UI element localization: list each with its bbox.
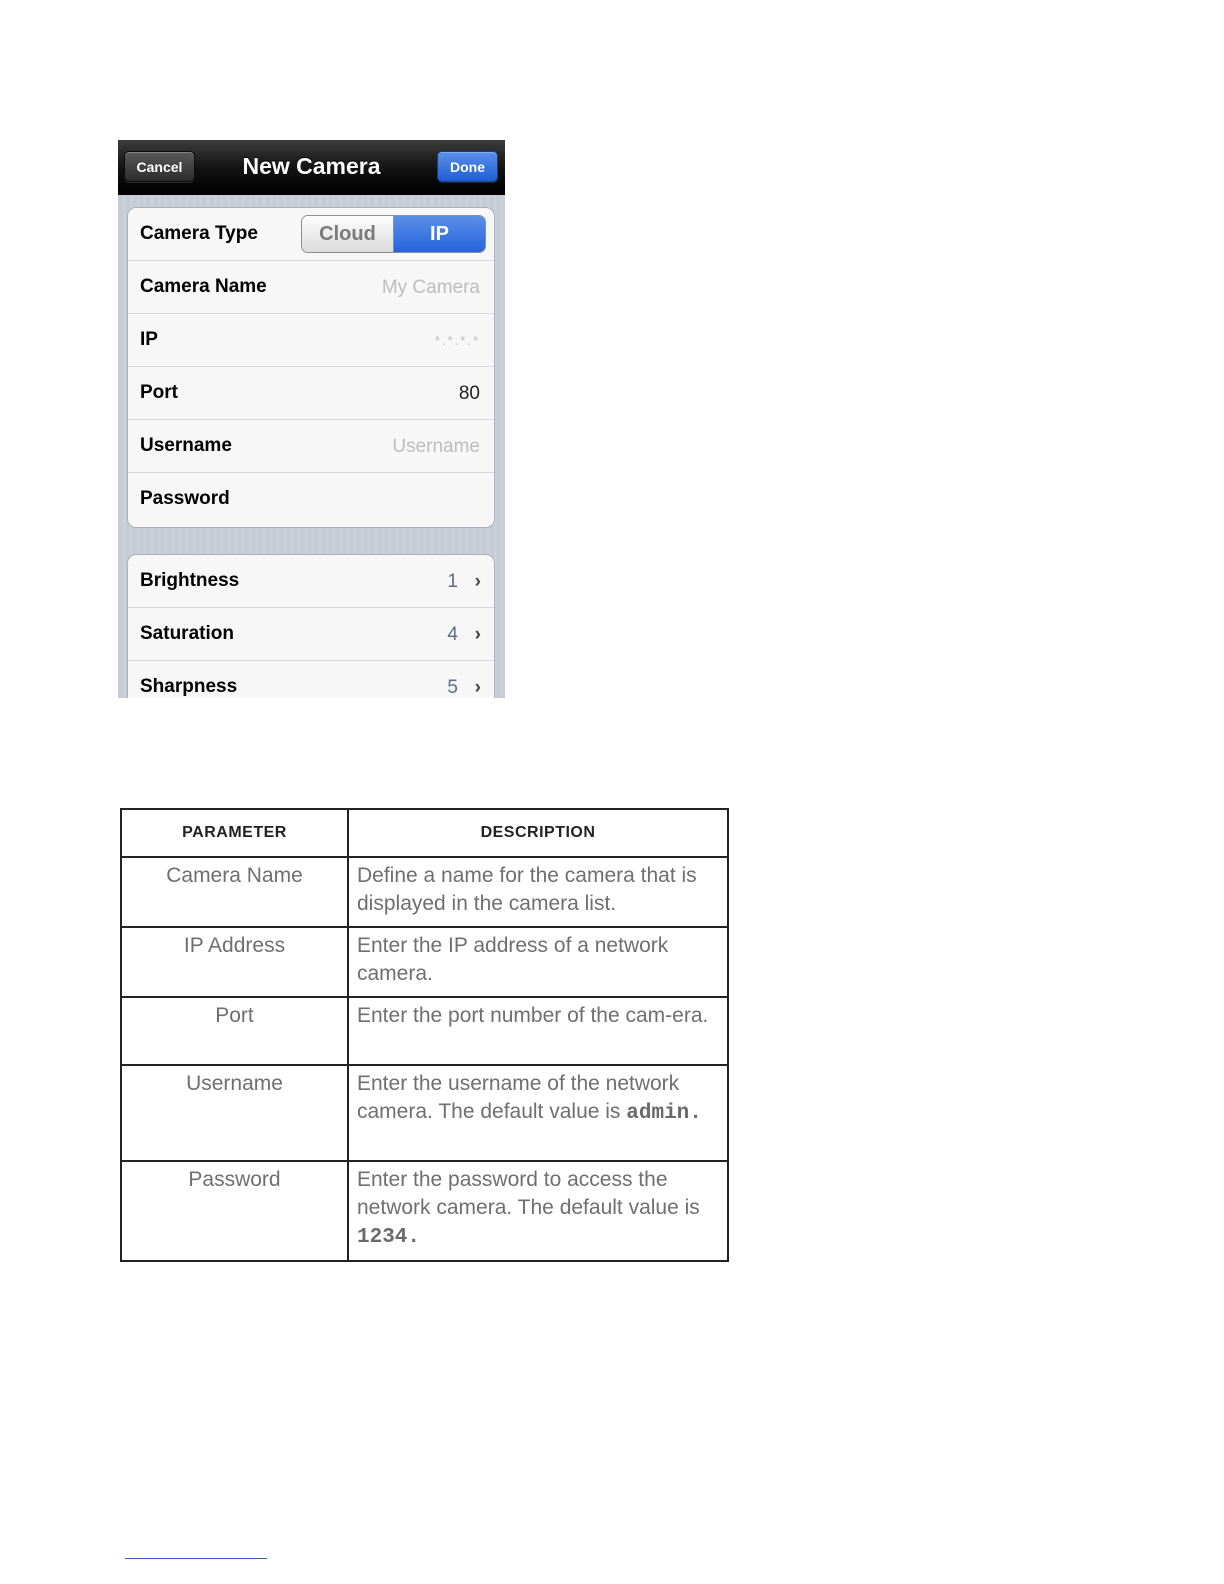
description-cell: [348, 1065, 728, 1161]
ip-field[interactable]: *.*.*.*: [434, 333, 480, 348]
default-value: admin.: [626, 1102, 702, 1125]
segment-cloud[interactable]: Cloud: [302, 216, 394, 252]
parameter-cell: Camera Name: [121, 857, 348, 927]
parameter-cell: Password: [121, 1161, 348, 1261]
camera-name-label: Camera Name: [140, 276, 267, 297]
brightness-value: 1: [447, 571, 458, 592]
description-text: Enter the username of the network camera. The default value is: [357, 1072, 680, 1123]
sharpness-label: Sharpness: [140, 676, 238, 697]
description-cell: [348, 1161, 728, 1261]
navigation-bar: [118, 140, 505, 195]
cancel-button[interactable]: Cancel: [124, 151, 195, 182]
parameter-cell: IP Address: [121, 927, 348, 997]
saturation-value: 4: [447, 624, 458, 645]
description-cell: Enter the port number of the cam-era.: [348, 997, 728, 1065]
table-row: [121, 1161, 728, 1261]
done-button[interactable]: Done: [437, 151, 498, 182]
password-row[interactable]: [128, 473, 494, 526]
chevron-right-icon: ›: [474, 571, 481, 592]
description-cell: Define a name for the camera that is displayed in the camera list.: [348, 857, 728, 927]
sharpness-row[interactable]: [128, 661, 494, 698]
chevron-right-icon: ›: [474, 624, 481, 645]
default-value: 1234.: [357, 1226, 421, 1249]
description-column-header: DESCRIPTION: [348, 809, 728, 857]
image-settings-group: [127, 554, 495, 698]
brightness-label: Brightness: [140, 570, 240, 591]
saturation-row[interactable]: [128, 608, 494, 661]
port-row[interactable]: [128, 367, 494, 420]
camera-type-segmented-control: [301, 215, 486, 253]
sharpness-value: 5: [447, 677, 458, 698]
table-row: [121, 857, 728, 927]
table-row: [121, 997, 728, 1065]
ip-row[interactable]: [128, 314, 494, 367]
segment-ip[interactable]: IP: [394, 216, 485, 252]
camera-name-field[interactable]: My Camera: [381, 277, 480, 298]
camera-type-label: Camera Type: [140, 223, 258, 244]
port-label: Port: [140, 382, 178, 403]
port-field[interactable]: 80: [458, 383, 480, 404]
parameter-column-header: PARAMETER: [121, 809, 348, 857]
chevron-right-icon: ›: [474, 677, 481, 698]
parameter-cell: Port: [121, 997, 348, 1065]
saturation-label: Saturation: [140, 623, 234, 644]
connection-settings-group: [127, 207, 495, 528]
brightness-row[interactable]: [128, 555, 494, 608]
page-title: New Camera: [242, 153, 381, 179]
username-label: Username: [140, 435, 232, 456]
table-row: [121, 1065, 728, 1161]
ip-label: IP: [140, 329, 158, 350]
description-cell: Enter the IP address of a network camera.: [348, 927, 728, 997]
username-row[interactable]: [128, 420, 494, 473]
description-text: Enter the password to access the network camera. The default value is: [357, 1168, 700, 1219]
new-camera-screenshot: [118, 140, 505, 698]
table-header-row: [121, 809, 728, 857]
username-field[interactable]: Username: [392, 436, 480, 457]
table-row: [121, 927, 728, 997]
parameter-table: [120, 808, 729, 1262]
footnote-divider: [125, 1558, 267, 1559]
password-label: Password: [140, 488, 230, 509]
camera-name-row[interactable]: [128, 261, 494, 314]
camera-type-row: [128, 208, 494, 261]
parameter-cell: Username: [121, 1065, 348, 1161]
